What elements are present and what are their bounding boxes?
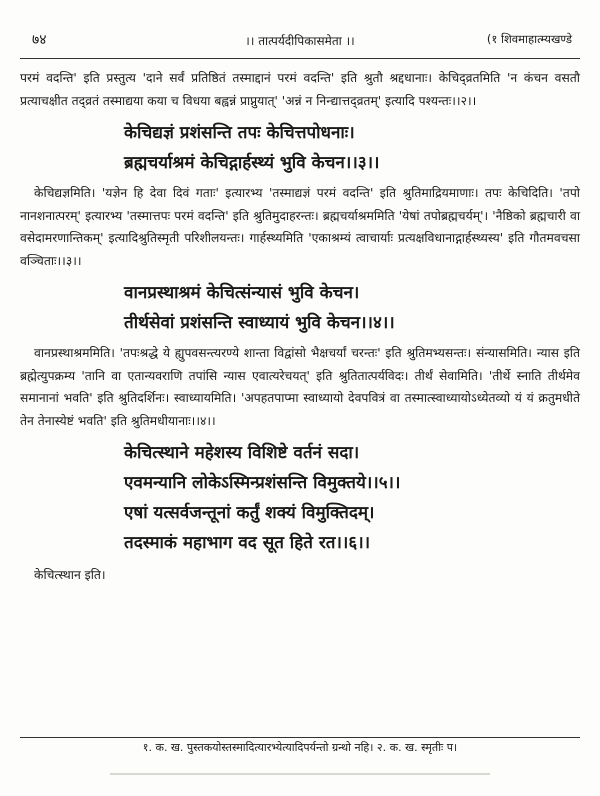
commentary-2: परमं वदन्ति' इति प्रस्तुत्य 'दाने सर्वं प्रतिष्ठितं तस्माद्दानं परमं वदन्ति' इति श्रुतौ श्रद्दधानाः। केचिद्व्रतमिति 'न कंचन वसतौ प्रत्याचक्षीत तद्व्रतं तस्माद्यया कया च विधया बह्वन्नं प्राप्नुयात्' 'अन्नं न निन्द्यात्तद्व्रतम्' इत्यादि पश्यन्तः।।२।।: [20, 71, 580, 108]
footnote-rule: [20, 737, 580, 738]
verse-line: एवमन्यानि लोकेऽस्मिन्प्रशंसन्ति विमुक्तये।।५।।: [124, 473, 401, 493]
commentary-4: वानप्रस्थाश्रममिति। 'तपःश्रद्धे ये ह्युपवसन्त्यरण्ये शान्ता विद्वांसो भैक्षचर्यां चरन्तः' इति श्रुतिमभ्यसन्तः। संन्यासमिति। न्यास इति ब्रह्मेत्युपक्रम्य 'तानि वा एतान्यवराणि तपांसि न्यास एवात्यरेचयत्' इति श्रुतितात्पर्यविदः। तीर्थं सेवामिति। 'तीर्थे स्नाति तीर्थमेव समानानां भवति' इति श्रुतिदर्शिनः। स्वाध्यायमिति। 'अपहतपाप्मा स्वाध्यायो देवपवित्रं वा तस्मात्स्वाध्यायोऽध्येतव्यो यं यं क्रतुमधीते तेन तेनास्येष्टं भवति' इति श्रुतिमधीयानाः।।४।।: [20, 346, 580, 428]
bottom-mark: [0, 773, 600, 779]
verse-line: तदस्माकं महाभाग वद सूत हिते रत।।६।।: [124, 533, 371, 553]
verse-4: [124, 278, 580, 338]
verse-line: केचित्स्थाने महेशस्य विशिष्टे वर्तनं सदा।: [124, 443, 360, 463]
verse-line: वानप्रस्थाश्रमं केचित्संन्यासं भुवि केचन।: [124, 283, 360, 303]
verse-5-6: [124, 438, 580, 558]
running-title: ।। तात्पर्यदीपिकासमेता ।।: [245, 34, 355, 48]
commentary-3: केचिद्यज्ञमिति। 'यज्ञेन हि देवा दिवं गताः' इत्यारभ्य 'तस्माद्यज्ञं परमं वदन्ति' इति श्रुतिमाद्रियमाणाः। तपः केचिदिति। 'तपो नानशनात्परम्' इत्यारभ्य 'तस्मात्तपः परमं वदन्ति' इति श्रुतिमुदाहरन्तः। ब्रह्मचर्याश्रममिति 'येषां तपोब्रह्मचर्यम्'। 'नैष्ठिको ब्रह्मचारी वा वसेदामरणान्तिकम्' इत्यादिश्रुतिस्मृती परिशीलयन्तः। गार्हस्थ्यमिति 'एकाश्रम्यं त्वाचार्याः प्रत्यक्षविधानाद्गार्हस्थ्यस्य' इति गौतमवचसा वञ्चिताः।।३।।: [20, 186, 580, 268]
commentary-start: केचित्स्थान इति।: [34, 568, 106, 582]
verse-line: केचिद्यज्ञं प्रशंसन्ति तपः केचित्तपोधनाः।: [124, 123, 355, 143]
verse-line: ब्रह्मचर्याश्रमं केचिद्गार्हस्थ्यं भुवि केचन।।३।।: [124, 153, 380, 173]
verse-line: तीर्थसेवां प्रशंसन्ति स्वाध्यायं भुवि केचन।।४।।: [124, 313, 395, 333]
verse-line: एषां यत्सर्वजन्तूनां कर्तुं शक्यं विमुक्तिदम्।: [124, 503, 375, 523]
verse-3: [124, 118, 580, 178]
page-number: ७४: [32, 32, 47, 48]
header-rule: [20, 58, 580, 59]
section-title: (१ शिवमाहात्म्यखण्डे: [486, 32, 572, 46]
footnotes: १. क. ख. पुस्तकयोस्तस्मादित्यारभ्येत्यादिपर्यन्तो ग्रन्थो नहि। २. क. ख. स्मृतीः प।: [142, 741, 458, 754]
page-header: [20, 28, 580, 58]
